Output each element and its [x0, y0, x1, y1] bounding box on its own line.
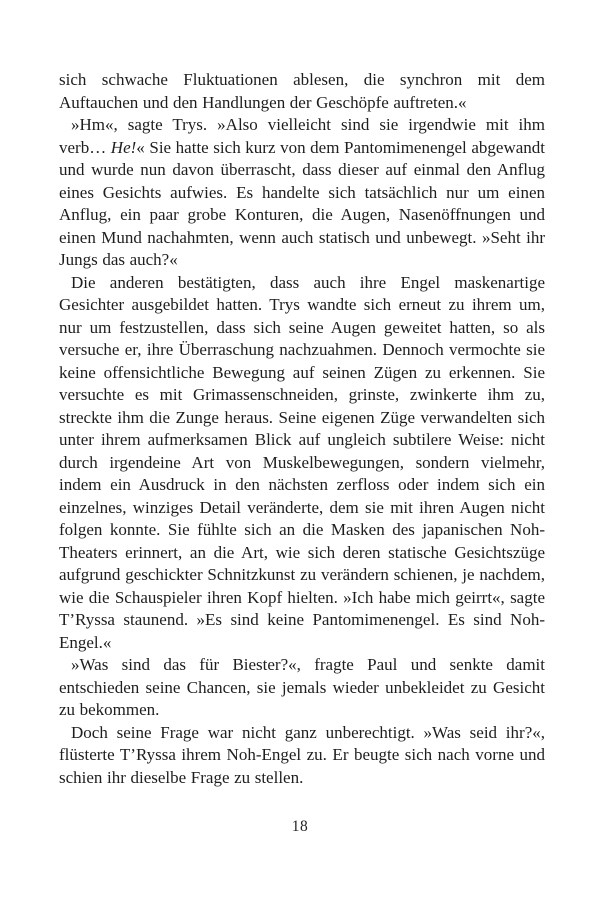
italic-text-segment: He! — [110, 137, 137, 157]
text-segment: « Sie hatte sich kurz von dem Pantomimenengel abgewandt und wurde nun davon überrascht, dass dieser auf einmal den Anflug eines Gesichts aufwies. Es handelte sich tatsächlich nur um einen Anflug, ein paar grobe Konturen, die Augen, Nasenöffnungen und einen Mund nachahmten, wenn auch statisch und unbewegt. »Seht ihr Jungs das auch?« — [59, 137, 546, 269]
text-segment: Die anderen bestätigten, dass auch ihre Engel maskenartige Gesichter ausgebildet hatten. Trys wandte sich erneut zu ihrem um, nur um festzustellen, dass sich seine Augen geweitet hatten, so als versuche er, ihre Überraschung nachzuahmen. Dennoch vermochte sie keine offensichtliche Bewegung auf seinen Zügen zu erkennen. Sie versuchte es mit Grimassenschneiden, grinste, zwinkerte ihm zu, streckte ihm die Zunge heraus. Seine eigenen Züge verwandelten sich unter ihrem aufmerksamen Blick auf ungleich subtilere Weise: nicht durch irgendeine Art von Muskelbewegungen, sondern vielmehr, indem ein Ausdruck in den nächsten zerfloss oder indem sich ein einzelnes, winziges Detail veränderte, dem sie mit ihren Augen nicht folgen konnte. Sie fühlte sich an die Masken des japanischen Noh-Theaters erinnert, an die Art, wie sich deren statische Gesichtszüge aufgrund geschickter Schnitzkunst zu verändern schienen, je nachdem, wie die Schauspieler ihren Kopf hielten. »Ich habe mich geirrt«, sagte T’Ryssa staunend. »Es sind keine Pantomimenengel. Es sind Noh-Engel.« — [59, 272, 545, 652]
text-segment: sich schwache Fluktuationen ablesen, die synchron mit dem Auftauchen und den Handlungen der Geschöpfe auftreten.« — [59, 70, 545, 112]
text-segment: Doch seine Frage war nicht ganz unberechtigt. »Was seid ihr?«, flüsterte T’Ryssa ihrem Noh-Engel zu. Er beugte sich nach vorne und schien ihr dieselbe Frage zu stellen. — [59, 722, 545, 787]
paragraph — [59, 272, 545, 655]
paragraph — [59, 114, 545, 272]
text-segment: »Hm«, sagte Trys. »Also vielleicht sind sie irgendwie mit ihm verb… — [59, 115, 545, 157]
page-text — [59, 69, 545, 789]
paragraph — [59, 722, 545, 790]
paragraph — [59, 654, 545, 722]
page-number: 18 — [291, 818, 309, 835]
text-segment: »Was sind das für Biester?«, fragte Paul und senkte damit entschieden seine Chancen, sie jemals wieder unbekleidet zu Gesicht zu bekommen. — [59, 655, 545, 719]
paragraph — [59, 69, 545, 114]
